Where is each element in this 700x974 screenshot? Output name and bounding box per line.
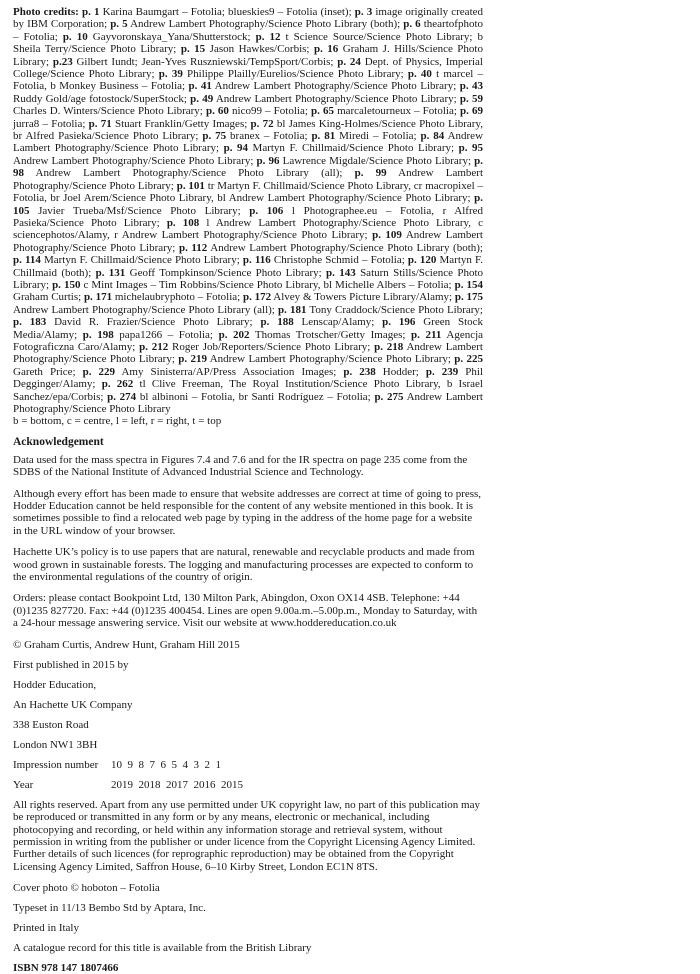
credit-entry	[311, 130, 420, 142]
credit-entry	[110, 18, 403, 30]
impression-label: Impression number	[13, 758, 99, 771]
credit-entry	[178, 353, 454, 365]
credit-entry	[53, 56, 337, 68]
credit-entry	[219, 329, 411, 341]
credit-page-number: p. 154	[454, 278, 484, 291]
credit-page-number: p. 106	[249, 204, 284, 217]
year-row	[13, 779, 700, 792]
credit-page-number: p. 105	[13, 192, 483, 217]
credit-text: Miredi – Fotolia;	[335, 130, 421, 143]
credit-text: Karina Baumgart – Fotolia; blueskies9 – Fotolia (inset);	[99, 6, 355, 18]
credit-entry	[84, 291, 243, 303]
credit-text: Martyn F. Chillmaid (both);	[13, 254, 483, 279]
credit-entry	[243, 254, 408, 266]
credit-text: Andrew Lambert Photography/Science Photo Library;	[213, 92, 460, 105]
credit-text: bl James King-Holmes/Science Photo Library, br Alfred Pasieka/Science Photo Library;	[13, 117, 483, 143]
credit-text: Gilbert Iundt; Jean-Yves Ruszniewski/TempSport/Corbis;	[72, 55, 338, 68]
credit-text: Andrew Lambert Photography/Science Photo Library;	[13, 167, 483, 192]
impression-value: 10 9 8 7 6 5 4 3 2 1	[111, 758, 221, 771]
credit-page-number: p. 229	[82, 365, 116, 378]
credit-entry	[224, 142, 459, 154]
credit-text: tl Clive Freeman, The Royal Institution/Science Photo Library, b Israel Sanchez/epa/Corbis;	[13, 378, 483, 403]
credit-entry	[202, 130, 311, 142]
orders-info: Orders: please contact Bookpoint Ltd, 130 Milton Park, Abingdon, Oxon OX14 4SB. Telephone: +44 (0)1235 827720. Fax: +44 (0)1235 400454. Lines are open 9.00a.m.–5.00p.m., Monday to Saturday, with a 24-hour message answering service. Visit our website at www.hoddereducation.co.uk	[13, 592, 478, 630]
copyright-line: © Graham Curtis, Andrew Hunt, Graham Hill 2015	[13, 638, 240, 651]
credit-entry	[311, 105, 460, 117]
isbn: ISBN 978 147 1807466	[13, 962, 119, 974]
mass-spectra-note: Data used for the mass spectra in Figures 7.4 and 7.6 and for the IR spectra on page 235 come from the SDBS of the National Institute of Advanced Industrial Science and Technology.	[13, 453, 468, 479]
credit-text: Christophe Schmid – Fotolia;	[270, 254, 408, 267]
credit-text: Charles D. Winters/Science Photo Library;	[13, 105, 206, 118]
credit-text: Geoff Tompkinson/Science Photo Library;	[125, 266, 327, 279]
credit-page-number: p. 10	[62, 30, 88, 43]
credit-page-number: p. 198	[82, 328, 114, 341]
credit-text: Graham Curtis;	[13, 291, 84, 304]
credit-entry	[260, 316, 382, 328]
credit-page-number: p. 71	[88, 117, 112, 130]
credit-text: Gayvoronskaya_Yana/Shutterstock;	[87, 30, 256, 43]
position-key: b = bottom, c = centre, l = left, r = right, t = top	[13, 415, 222, 428]
credit-page-number: p. 75	[202, 130, 227, 143]
credit-entry	[83, 366, 344, 378]
credit-page-number: p. 5	[110, 18, 128, 31]
credit-page-number: p. 114	[13, 254, 41, 267]
credit-page-number: p. 239	[425, 365, 459, 378]
credit-page-number: p. 175	[454, 291, 483, 304]
photo-credits	[13, 6, 483, 428]
credit-text: Dept. of Physics, Imperial College/Science Photo Library;	[13, 55, 483, 81]
credit-page-number: p. 41	[188, 80, 212, 93]
credit-page-number: p. 225	[454, 353, 484, 366]
impression-row	[13, 759, 700, 772]
credit-text: Ruddy Gold/age fotostock/SuperStock;	[13, 92, 191, 105]
credit-page-number: p. 101	[176, 179, 205, 192]
credit-entry	[83, 329, 219, 341]
credit-text: Agencja Fotograficzna Caro/Alamy;	[13, 328, 484, 353]
credit-entry	[190, 93, 460, 105]
credit-page-number: p. 112	[178, 241, 208, 254]
credit-text: Lenscap/Alamy;	[293, 316, 383, 329]
credit-text: Lawrence Migdale/Science Photo Library;	[279, 154, 475, 167]
credit-text: Roger Job/Reporters/Science Photo Library;	[168, 340, 375, 353]
credit-page-number: p. 171	[83, 291, 113, 304]
credit-page-number: p. 108	[166, 216, 200, 229]
credit-page-number: p. 15	[180, 43, 206, 56]
credit-page-number: p. 1	[81, 6, 100, 18]
credit-text: michelaubryphoto – Fotolia;	[112, 291, 243, 304]
credit-page-number: p. 181	[277, 303, 307, 316]
credit-text: Graham J. Hills/Science Photo Library;	[13, 43, 483, 68]
credit-text: Thomas Trotscher/Getty Images;	[249, 328, 412, 341]
credit-page-number: p. 274	[107, 390, 137, 403]
credit-page-number: p. 81	[311, 130, 336, 143]
credit-entry	[107, 391, 374, 403]
credit-text: Andrew Lambert Photography/Science Photo Library;	[211, 80, 460, 93]
credit-page-number: p. 6	[403, 18, 421, 31]
first-published: First published in 2015 by	[13, 658, 129, 671]
credit-entry	[257, 155, 475, 167]
address-city: London NW1 3BH	[13, 738, 98, 751]
credit-page-number: p. 188	[260, 316, 294, 329]
rights-statement: All rights reserved. Apart from any use permitted under UK copyright law, no part of this publication may be reproduced or transmitted in any form or by any means, electronic or mechanical, including photocopying and recording, or held within any information storage and retrieval system, without permission in writing from the publisher or under licence from the Copyright Licensing Agency Limited. Further details of such licences (for reprographic reproduction) may be obtained from the Copyright Licensing Agency Limited, Saffron House, 6–10 Kirby Street, London EC1N 8TS.	[13, 798, 480, 873]
credit-text: Philippe Plailly/Eurelios/Science Photo Library;	[182, 68, 408, 81]
credit-entry	[179, 242, 483, 254]
catalogue-record: A catalogue record for this title is available from the British Library	[13, 942, 312, 955]
credit-entry	[278, 304, 483, 316]
credit-text: Amy Sinisterra/AP/Press Association Images;	[115, 365, 344, 378]
credit-entry	[206, 105, 311, 117]
credit-text: Andrew Lambert Photography/Science Photo Library (all);	[24, 167, 355, 180]
credit-page-number: p. 196	[382, 316, 416, 329]
credit-page-number: p. 183	[13, 316, 47, 329]
credit-page-number: p. 131	[95, 266, 126, 279]
credit-text: Andrew Lambert Photography/Science Photo Library;	[13, 130, 484, 155]
credit-text: Stuart Franklin/Getty Images;	[111, 117, 251, 130]
credit-page-number: p. 49	[190, 92, 214, 105]
credit-text: l Photographee.eu – Fotolia, r Alfred Pasieka/Science Photo Library;	[13, 204, 483, 229]
credit-page-number: p. 3	[354, 6, 373, 18]
credit-page-number: p. 211	[411, 328, 442, 341]
credit-page-number: p. 95	[458, 142, 483, 155]
printed-in: Printed in Italy	[13, 922, 79, 935]
credit-page-number: p. 72	[250, 117, 274, 130]
credit-page-number: p. 43	[459, 80, 484, 93]
credit-text: Andrew Lambert Photography/Science Photo Library (all);	[13, 303, 278, 316]
credit-text: c Mint Images – Tim Robbins/Science Photo Library, bl Michelle Albers – Fotolia;	[80, 278, 455, 291]
credit-text: image originally created by IBM Corporation;	[13, 6, 484, 31]
credit-text: Andrew Lambert Photography/Science Photo Library	[13, 390, 483, 415]
credit-page-number: p. 39	[158, 68, 183, 81]
credit-page-number: p. 65	[311, 105, 334, 118]
credit-entry	[89, 118, 251, 130]
credit-text: branex – Fotolia;	[226, 130, 312, 143]
credit-page-number: p. 94	[223, 142, 249, 155]
credit-text: Gareth Price;	[13, 365, 83, 378]
publisher-company: An Hachette UK Company	[13, 698, 133, 711]
credit-text: David R. Frazier/Science Photo Library;	[46, 316, 261, 329]
credit-text: Andrew Lambert Photography/Science Photo Library (both);	[127, 18, 404, 31]
year-label: Year	[13, 778, 34, 791]
credit-entry	[243, 291, 455, 303]
credit-list	[13, 6, 483, 415]
credit-text: Andrew Lambert Photography/Science Photo Library (both);	[207, 241, 483, 254]
credit-entry	[63, 31, 256, 43]
credit-page-number: p. 238	[343, 365, 376, 378]
credit-page-number: p. 98	[13, 154, 483, 180]
credit-text: Andrew Lambert Photography/Science Photo Library;	[13, 340, 483, 366]
credit-entry	[343, 366, 426, 378]
year-value: 2019 2018 2017 2016 2015	[111, 778, 243, 791]
credit-text: Saturn Stills/Science Photo Library;	[13, 266, 483, 291]
credit-page-number: p. 24	[337, 55, 361, 68]
credit-text: Martyn F. Chillmaid/Science Photo Library;	[248, 142, 459, 155]
credit-text: Javier Trueba/Msf/Science Photo Library;	[29, 204, 250, 217]
cover-photo-credit: Cover photo © hoboton – Fotolia	[13, 882, 160, 895]
credit-text: papa1266 – Fotolia;	[113, 328, 219, 341]
credit-text: Alvey & Towers Picture Library/Alamy;	[271, 291, 455, 304]
typeset-info: Typeset in 11/13 Bembo Std by Aptara, Inc.	[13, 902, 206, 915]
credit-page-number: p. 96	[256, 154, 280, 167]
credit-text: Hodder;	[375, 365, 426, 378]
credit-entry	[13, 254, 243, 266]
credit-page-number: p. 60	[205, 105, 229, 118]
credit-text: t Science Source/Science Photo Library; b Sheila Terry/Science Photo Library;	[13, 30, 484, 56]
credit-page-number: p. 218	[374, 340, 404, 353]
credit-page-number: p. 262	[101, 378, 134, 391]
credit-page-number: p. 212	[139, 340, 169, 353]
credit-page-number: p. 120	[407, 254, 437, 267]
credit-text: Andrew Lambert Photography/Science Photo Library;	[206, 353, 455, 366]
credit-text: Martyn F. Chillmaid/Science Photo Library;	[40, 254, 243, 267]
credit-entry	[139, 341, 374, 353]
credit-text: Green Stock Media/Alamy;	[13, 316, 484, 341]
credit-page-number: p. 99	[354, 167, 387, 180]
credit-text: tr Martyn F. Chillmaid/Science Photo Library, cr macropixel – Fotolia, br Joel Arem/Science Photo Library, bl Andrew Lambert Photography/Science Photo Library;	[13, 179, 483, 205]
credit-text: marcaletourneux – Fotolia;	[333, 105, 461, 118]
credit-page-number: p. 202	[218, 328, 250, 341]
publisher-name: Hodder Education,	[13, 678, 97, 691]
credit-entry	[181, 43, 314, 55]
credit-page-number: p. 69	[460, 105, 483, 118]
paper-policy: Hachette UK’s policy is to use papers that are natural, renewable and recyclable products and made from wood grown in sustainable forests. The logging and manufacturing processes are expected to conform to the environmental regulations of the country of origin.	[13, 546, 475, 584]
credit-page-number: p. 59	[459, 92, 484, 105]
credit-entry	[159, 68, 408, 80]
acknowledgement-heading: Acknowledgement	[13, 435, 104, 448]
photo-credits-label: Photo credits:	[13, 6, 79, 18]
credit-text: t marcel – Fotolia, b Monkey Business – Fotolia;	[13, 68, 483, 93]
credit-page-number: p. 40	[407, 68, 432, 81]
credit-page-number: p. 16	[313, 43, 339, 56]
credit-entry	[189, 80, 460, 92]
credit-entry	[82, 6, 355, 18]
credit-text: theartofphoto – Fotolia;	[13, 18, 483, 43]
credit-text: jurra8 – Fotolia;	[13, 117, 89, 130]
credit-page-number: p. 150	[52, 278, 81, 291]
credit-text: l Andrew Lambert Photography/Science Photo Library, c sciencephotos/Alamy, r Andrew Lambert Photography/Science Photo Library;	[13, 216, 483, 242]
credit-page-number: p. 12	[255, 30, 281, 43]
credit-page-number: p. 116	[242, 254, 271, 267]
credit-entry	[96, 267, 326, 279]
credit-page-number: p.23	[52, 55, 73, 68]
credit-text: Phil Degginger/Alamy;	[13, 365, 484, 391]
credit-page-number: p. 143	[326, 266, 356, 279]
credit-text: Andrew Lambert Photography/Science Photo Library;	[13, 229, 483, 254]
website-disclaimer: Although every effort has been made to ensure that website addresses are correct at time of going to press, Hodder Education cannot be held responsible for the content of any website mentioned in this book. It is sometimes possible to find a relocated web page by typing in the address of the home page for a website in the URL window of your browser.	[13, 487, 482, 537]
credit-page-number: p. 84	[420, 130, 445, 143]
credit-text: Jason Hawkes/Corbis;	[205, 43, 314, 56]
address-street: 338 Euston Road	[13, 718, 89, 731]
credit-page-number: p. 219	[178, 353, 207, 366]
credit-text: nico99 – Fotolia;	[228, 105, 311, 118]
credit-text: Tony Craddock/Science Photo Library;	[306, 303, 483, 316]
credit-page-number: p. 109	[372, 229, 402, 242]
credit-text: bl albinoni – Fotolia, br Santi Rodríguez – Fotolia;	[136, 390, 375, 403]
credit-entry	[52, 279, 455, 291]
credit-page-number: p. 172	[242, 291, 272, 304]
credit-text: Andrew Lambert Photography/Science Photo Library;	[13, 154, 257, 167]
credit-entry	[13, 316, 260, 328]
credit-page-number: p. 275	[374, 390, 404, 403]
